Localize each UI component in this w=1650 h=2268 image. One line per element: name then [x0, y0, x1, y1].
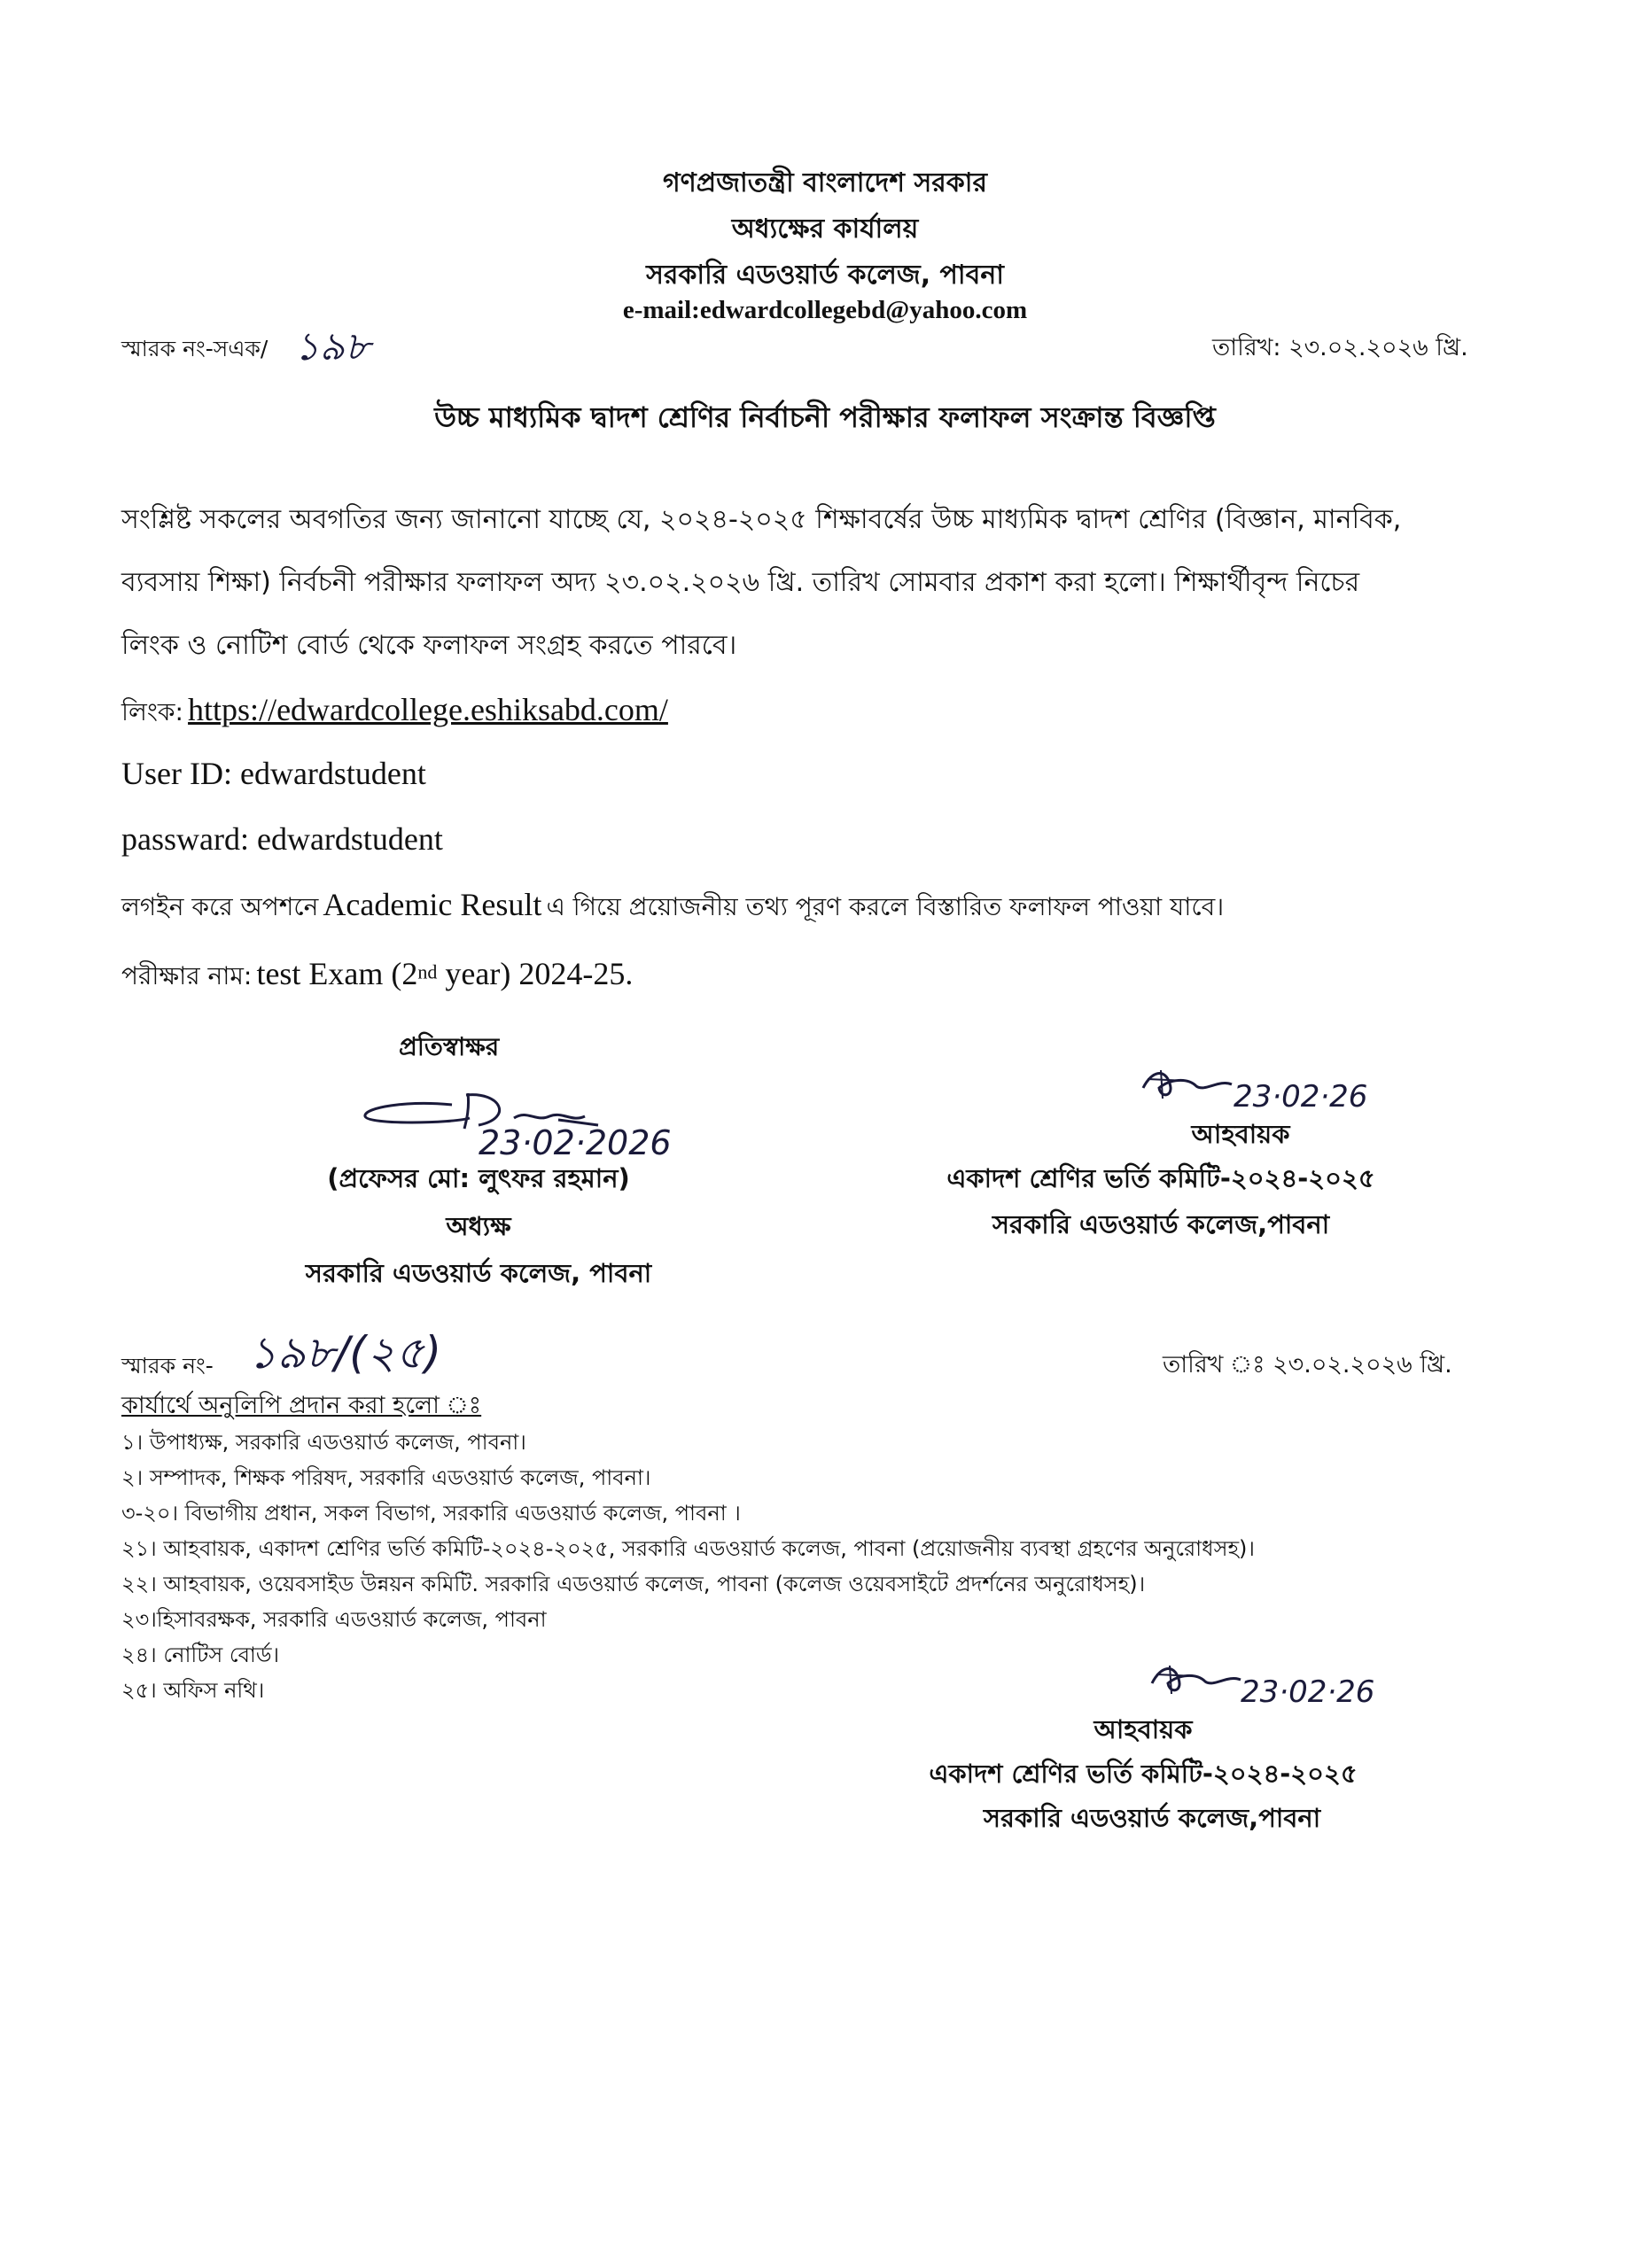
copy-item-4: ২১। আহবায়ক, একাদশ শ্রেণির ভর্তি কমিটি-২০২৪-২০২৫, সরকারি এডওয়ার্ড কলেজ, পাবনা (প্রয়োজনীয় ব্যবস্থা গ্রহণের অনুরোধসহ)।	[121, 1536, 1255, 1561]
link-label: লিংক:	[121, 697, 183, 726]
countersign-label: প্রতিস্বাক্ষর	[399, 1032, 500, 1061]
copy-item-8: ২৫। অফিস নথি।	[121, 1678, 265, 1703]
exam-name: পরীক্ষার নাম: test Exam (2nd year) 2024-25.	[121, 956, 634, 991]
copy-item-5: ২২। আহবায়ক, ওয়েবসাইড উন্নয়ন কমিটি. সরকারি এডওয়ার্ড কলেজ, পাবনা (কলেজ ওয়েবসাইটে প্রদর্শনের অনুরোধসহ)।	[121, 1572, 1146, 1596]
body-line-3: লিংক ও নোটিশ বোর্ড থেকে ফলাফল সংগ্রহ করতে পারবে।	[121, 630, 737, 661]
convener2-committee: একাদশ শ্রেণির ভর্তি কমিটি-২০২৪-২০২৫	[929, 1759, 1358, 1789]
user-id: User ID: edwardstudent	[121, 756, 426, 791]
convener-title: আহবায়ক	[1191, 1119, 1290, 1149]
govt-heading: গণপ্রজাতন্ত্রী বাংলাদেশ সরকার	[663, 167, 987, 198]
result-link[interactable]: https://edwardcollege.eshiksabd.com/	[188, 692, 668, 727]
principal-name: (প্রফেসর মো: লুৎফর রহমান)	[327, 1163, 630, 1193]
principal-designation: অধ্যক্ষ	[446, 1211, 511, 1241]
office-heading: অধ্যক্ষের কার্যালয়	[731, 214, 919, 245]
convener2-signature-icon	[1143, 1657, 1249, 1701]
principal-hand-date: 23·02·2026	[479, 1123, 672, 1162]
copy-item-3: ৩-২০। বিভাগীয় প্রধান, সকল বিভাগ, সরকারি এডওয়ার্ড কলেজ, পাবনা ।	[121, 1501, 741, 1526]
password: passward: edwardstudent	[121, 821, 443, 857]
memo-number: ১৯৮	[294, 324, 370, 369]
login-instruction: লগইন করে অপশনে Academic Result এ গিয়ে প্রয়োজনীয় তথ্য পূরণ করলে বিস্তারিত ফলাফল পাওয়া যাবে।	[121, 887, 1225, 922]
convener-signature-icon	[1134, 1061, 1241, 1106]
memo-date: তারিখ: ২৩.০২.২০২৬ খ্রি.	[1212, 334, 1468, 361]
memo-label: স্মারক নং-সএক/	[121, 336, 269, 361]
copy-item-6: ২৩।হিসাবরক্ষক, সরকারি এডওয়ার্ড কলেজ, পাবনা	[121, 1607, 547, 1632]
convener2-org: সরকারি এডওয়ার্ড কলেজ,পাবনা	[983, 1803, 1321, 1833]
body-line-2: ব্যবসায় শিক্ষা) নির্বচনী পরীক্ষার ফলাফল অদ্য ২৩.০২.২০২৬ খ্রি. তারিখ সোমবার প্রকাশ করা হলো। শিক্ষার্থীবৃন্দ নিচের	[121, 567, 1360, 598]
college-heading: সরকারি এডওয়ার্ড কলেজ, পাবনা	[646, 260, 1004, 291]
copy-heading: কার্যার্থে অনুলিপি প্রদান করা হলো ঃ	[121, 1392, 482, 1419]
link-row	[121, 691, 668, 734]
body-line-1: সংশ্লিষ্ট সকলের অবগতির জন্য জানানো যাচ্ছে যে, ২০২৪-২০২৫ শিক্ষাবর্ষের উচ্চ মাধ্যমিক দ্বাদশ শ্রেণির (বিজ্ঞান, মানবিক,	[121, 504, 1402, 535]
principal-org: সরকারি এডওয়ার্ড কলেজ, পাবনা	[305, 1258, 652, 1288]
email-line: e-mail:edwardcollegebd@yahoo.com	[622, 296, 1028, 324]
convener2-title: আহবায়ক	[1094, 1714, 1193, 1744]
memo2-date: তারিখ ঃ ২৩.০২.২০২৬ খ্রি.	[1163, 1351, 1452, 1379]
copy-item-7: ২৪। নোটিস বোর্ড।	[121, 1643, 280, 1667]
convener-hand-date: 23·02·26	[1234, 1079, 1368, 1115]
copy-item-1: ১। উপাধ্যক্ষ, সরকারি এডওয়ার্ড কলেজ, পাবনা।	[121, 1430, 526, 1455]
copy-item-2: ২। সম্পাদক, শিক্ষক পরিষদ, সরকারি এডওয়ার্ড কলেজ, পাবনা।	[121, 1465, 651, 1490]
convener2-hand-date: 23·02·26	[1241, 1674, 1375, 1710]
memo2-number: ১৯৮/(২৫)	[248, 1327, 442, 1379]
notice-title: উচ্চ মাধ্যমিক দ্বাদশ শ্রেণির নির্বাচনী পরীক্ষার ফলাফল সংক্রান্ত বিজ্ঞপ্তি	[434, 400, 1216, 434]
convener-org: সরকারি এডওয়ার্ড কলেজ,পাবনা	[992, 1209, 1330, 1239]
convener-committee: একাদশ শ্রেণির ভর্তি কমিটি-২০২৪-২০২৫	[946, 1163, 1375, 1193]
memo2-label: স্মারক নং-	[121, 1353, 214, 1379]
